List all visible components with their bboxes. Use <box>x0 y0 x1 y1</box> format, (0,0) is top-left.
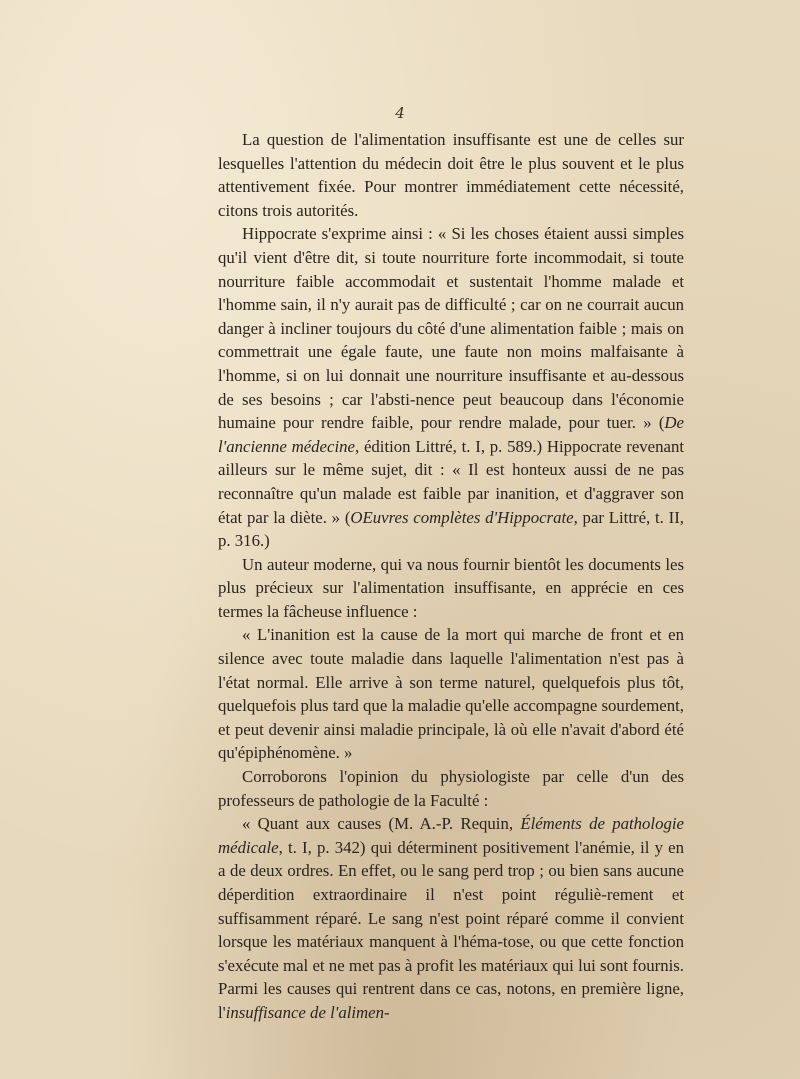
paragraph <box>218 765 684 812</box>
italic-citation: De l'ancienne médecine <box>218 413 684 456</box>
paragraph <box>218 222 684 552</box>
text-run: Hippocrate s'exprime ainsi : « Si les choses étaient aussi simples qu'il vient d'être dit, si toute nourriture forte incommodait, si toute nourriture faible accommodait et sustentait l'homme malade et l'homme sain, il n'y aurait pas de difficulté ; car on ne courrait aucun danger à incliner toujours du côté d'une alimentation faible ; mais on commettrait une égale faute, une faute non moins malfaisante à l'homme, si on lui donnait une nourriture insuffisante et au-dessous de ses besoins ; car l'absti-nence peut beaucoup dans l'économie humaine pour rendre faible, pour rendre malade, pour tuer. » ( <box>218 224 684 433</box>
text-run: , édition Littré, t. I, p. 589.) Hippocrate revenant ailleurs sur le même sujet, dit : « Il est honteux aussi de ne pas reconnaître qu'un malade est faible par inanition, et d'aggraver son état par la diète. » ( <box>218 436 684 527</box>
text-run: Un auteur moderne, qui va nous fournir bientôt les documents les plus précieux sur l'alimentation insuffisante, en apprécie en ces termes la fâcheuse influence : <box>218 554 684 621</box>
page-number: 4 <box>395 104 405 122</box>
italic-citation: insuffisance de l'alimen- <box>225 1002 390 1022</box>
paragraph <box>218 623 684 765</box>
text-run: La question de l'alimentation insuffisante est une de celles sur lesquelles l'attention du médecin doit être le plus souvent et le plus attentivement fixée. Pour montrer immédiatement cette nécessité, citons trois autorités. <box>218 130 684 220</box>
text-run: , t. I, p. 342) qui déterminent positivement l'anémie, il y en a de deux ordres. En effet, ou le sang perd trop ; ou bien sans aucune déperdition extraordinaire il n'est point réguliè-rement et suffisamment réparé. Le sang n'est point réparé comme il convient lorsque les matériaux manquent à l'héma-tose, ou que cette fonction s'exécute mal et ne met pas à profit les matériaux qui lui sont fournis. Parmi les causes qui rentrent dans ce cas, notons, en première ligne, l' <box>218 837 684 1022</box>
paragraph <box>218 812 684 1024</box>
paragraph <box>218 553 684 624</box>
text-run: « L'inanition est la cause de la mort qui marche de front et en silence avec toute maladie dans laquelle l'alimentation n'est pas à l'état normal. Elle arrive à son terme naturel, quelquefois plus tôt, quelquefois plus tard que la maladie qu'elle accompagne sourdement, et peut devenir ainsi maladie principale, là où elle n'avait d'abord été qu'épiphénomène. » <box>218 625 684 763</box>
italic-citation: Éléments de pathologie médicale <box>218 814 684 857</box>
text-run: , par Littré, t. II, p. 316.) <box>218 507 684 551</box>
paragraph <box>218 128 684 222</box>
text-run: « Quant aux causes (M. A.-P. Requin, <box>242 814 521 834</box>
body-text <box>218 128 684 1025</box>
italic-citation: OEuvres complètes d'Hippocrate <box>350 507 574 527</box>
text-run: Corroborons l'opinion du physiologiste par celle d'un des professeurs de pathologie de la Faculté : <box>218 767 684 810</box>
